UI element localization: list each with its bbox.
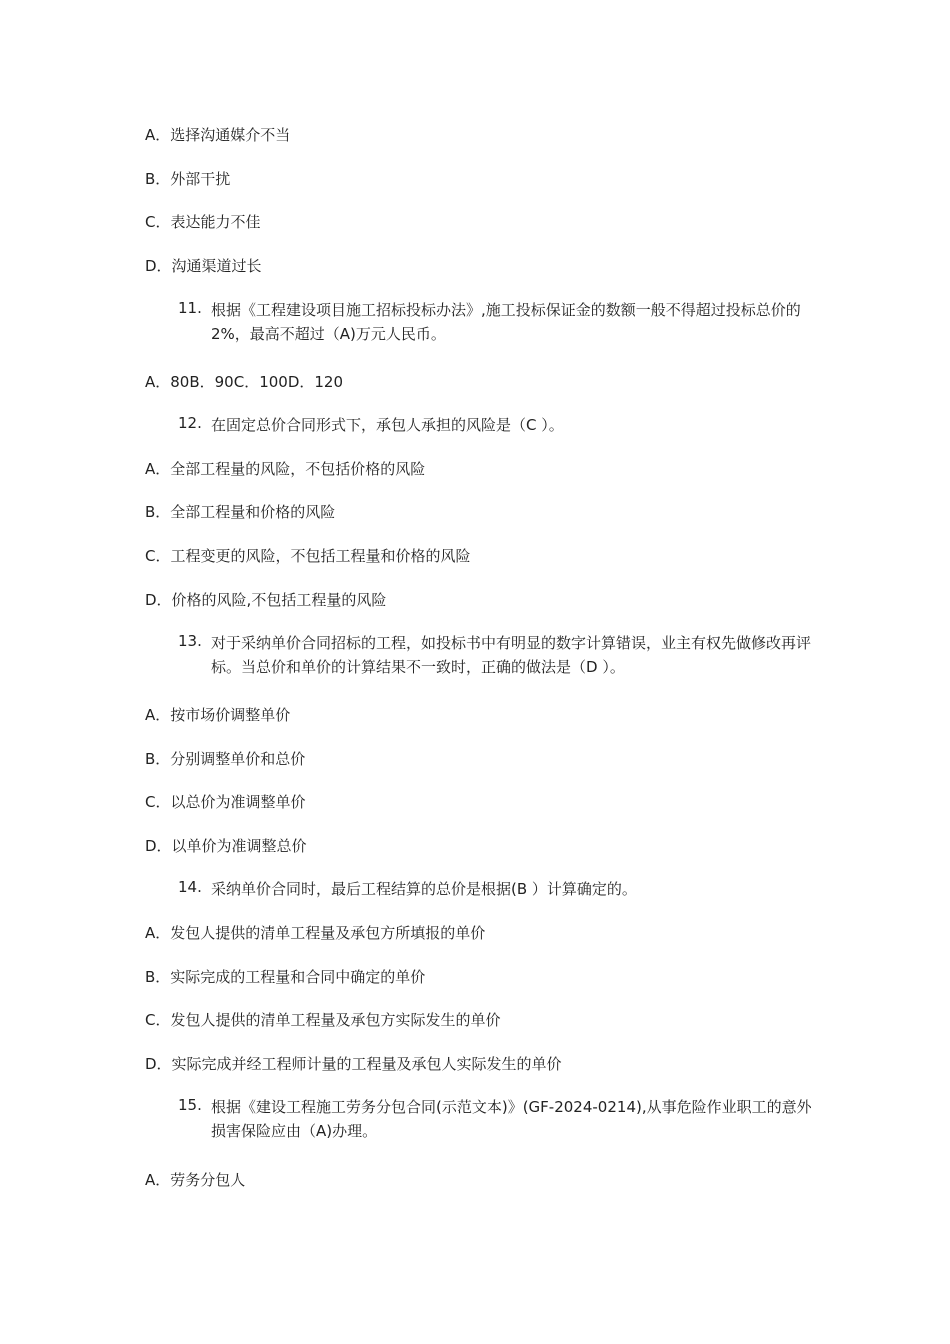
question-text: 根据《工程建设项目施工招标投标办法》,施工投标保证金的数额一般不得超过投标总价的 2%，最高不超过（A)万元人民币。	[211, 301, 801, 343]
option-line: C．工程变更的风险，不包括工程量和价格的风险	[145, 547, 471, 565]
question-14	[178, 877, 818, 901]
question-number: 12.	[178, 414, 202, 432]
question-text: 根据《建设工程施工劳务分包合同(示范文本)》(GF-2024-0214),从事危险作业职工的意外损害保险应由（A)办理。	[211, 1098, 812, 1140]
option-line: B．全部工程量和价格的风险	[145, 503, 336, 521]
question-number: 13.	[178, 632, 202, 650]
option-line: D．以单价为准调整总价	[145, 837, 307, 855]
option-line: C．表达能力不佳	[145, 213, 261, 231]
question-text: 对于采纳单价合同招标的工程，如投标书中有明显的数字计算错误，业主有权先做修改再评标。当总价和单价的计算结果不一致时，正确的做法是（D ）。	[211, 634, 812, 676]
question-number: 15.	[178, 1096, 202, 1114]
option-line: D．实际完成并经工程师计量的工程量及承包人实际发生的单价	[145, 1055, 562, 1073]
question-12	[178, 413, 818, 437]
question-11	[178, 298, 818, 346]
option-line: D．价格的风险,不包括工程量的风险	[145, 591, 387, 609]
option-line: A．发包人提供的清单工程量及承包方所填报的单价	[145, 924, 486, 942]
option-line: B．实际完成的工程量和合同中确定的单价	[145, 968, 426, 986]
option-line: A．选择沟通媒介不当	[145, 126, 291, 144]
option-line: A．按市场价调整单价	[145, 706, 291, 724]
question-text: 采纳单价合同时，最后工程结算的总价是根据(B ）计算确定的。	[211, 880, 637, 898]
option-line: C．发包人提供的清单工程量及承包方实际发生的单价	[145, 1011, 501, 1029]
option-line: A．全部工程量的风险，不包括价格的风险	[145, 460, 426, 478]
option-line: B．分别调整单价和总价	[145, 750, 306, 768]
option-line: C．以总价为准调整单价	[145, 793, 306, 811]
option-line: A．劳务分包人	[145, 1171, 246, 1189]
option-line: A．80B．90C．100D．120	[145, 373, 344, 391]
option-line: B．外部干扰	[145, 170, 231, 188]
option-line: D．沟通渠道过长	[145, 257, 262, 275]
question-text: 在固定总价合同形式下，承包人承担的风险是（C ）。	[211, 416, 564, 434]
question-number: 14.	[178, 878, 202, 896]
question-15	[178, 1095, 818, 1143]
question-number: 11.	[178, 299, 202, 317]
question-13	[178, 631, 818, 679]
